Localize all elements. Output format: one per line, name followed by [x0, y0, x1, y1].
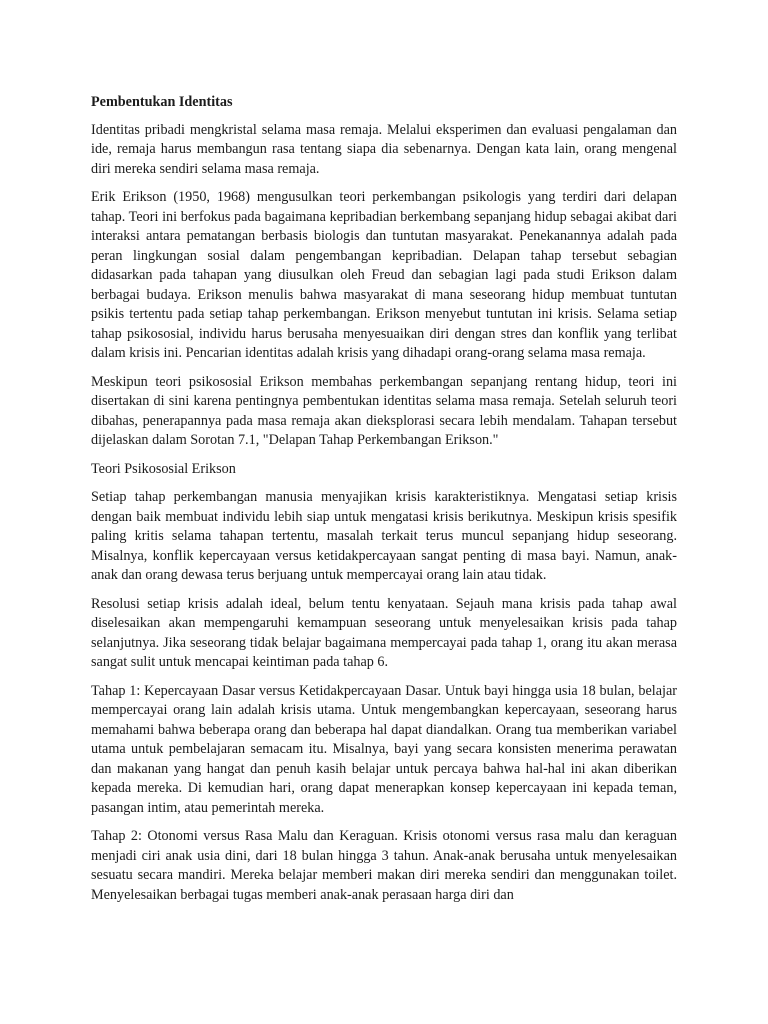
- paragraph-erikson-theory: Erik Erikson (1950, 1968) mengusulkan teori perkembangan psikologis yang terdiri dari delapan tahap. Teori ini berfokus pada bagaimana kepribadian berkembang sepanjang hidup sebagai akibat dari interaksi antara pematangan berbasis biologis dan tuntutan masyarakat. Penekanannya adalah pada peran lingkungan sosial dalam pengembangan kepribadian. Delapan tahap tersebut sebagian didasarkan pada tahapan yang diusulkan oleh Freud dan sebagian lagi pada studi Erikson dalam berbagai budaya. Erikson menulis bahwa masyarakat di mana seseorang hidup membuat tuntutan psikis tertentu pada setiap tahap perkembangan. Erikson menyebut tuntutan ini krisis. Selama setiap tahap psikososial, individu harus berusaha menyesuaikan diri dengan stres dan konflik yang terlibat dalam krisis ini. Pencarian identitas adalah krisis yang dihadapi orang-orang selama masa remaja.: [91, 189, 677, 361]
- paragraph-identity-intro: Identitas pribadi mengkristal selama masa remaja. Melalui eksperimen dan evaluasi pengalaman dan ide, remaja harus membangun rasa tentang siapa dia sebenarnya. Dengan kata lain, orang mengenal diri mereka sendiri selama masa remaja.: [91, 121, 677, 177]
- paragraph-crisis-stages: Setiap tahap perkembangan manusia menyajikan krisis karakteristiknya. Mengatasi setiap krisis dengan baik membuat individu lebih siap untuk mengatasi krisis berikutnya. Meskipun krisis spesifik paling kritis selama tahapan tertentu, masalah terkait terus muncul sepanjang hidup seseorang. Misalnya, konflik kepercayaan versus ketidakpercayaan sangat penting di masa bayi. Namun, anak-anak dan orang dewasa terus berjuang untuk mempercayai orang lain atau tidak.: [91, 489, 677, 583]
- paragraph-stage-1: Tahap 1: Kepercayaan Dasar versus Ketidakpercayaan Dasar. Untuk bayi hingga usia 18 bulan, belajar mempercayai orang lain adalah krisis utama. Untuk mengembangkan kepercayaan, seseorang harus memahami bahwa beberapa orang dan beberapa hal dapat diandalkan. Orang tua memberikan variabel utama untuk pembelajaran semacam itu. Misalnya, bayi yang secara konsisten menerima perawatan dan makanan yang hangat dan penuh kasih belajar untuk percaya bahwa hal-hal ini akan diberikan kepada mereka. Di kemudian hari, orang dapat menerapkan konsep kepercayaan ini kepada teman, pasangan intim, atau pemerintah mereka.: [91, 682, 677, 816]
- document-title: Pembentukan Identitas: [91, 94, 233, 110]
- section-title: Teori Psikososial Erikson: [91, 460, 236, 477]
- document-page: [91, 93, 677, 914]
- paragraph-stage-2: Tahap 2: Otonomi versus Rasa Malu dan Keraguan. Krisis otonomi versus rasa malu dan keraguan menjadi ciri anak usia dini, dari 18 bulan hingga 3 tahun. Anak-anak berusaha untuk menyelesaikan sesuatu secara mandiri. Mereka belajar memberi makan diri mereka sendiri dan menggunakan toilet. Menyelesaikan berbagai tugas memberi anak-anak perasaan harga diri dan: [91, 828, 677, 903]
- paragraph-crisis-resolution: Resolusi setiap krisis adalah ideal, belum tentu kenyataan. Sejauh mana krisis pada tahap awal diselesaikan akan mempengaruhi kemampuan seseorang untuk menyelesaikan krisis pada tahap selanjutnya. Jika seseorang tidak belajar bagaimana mempercayai pada tahap 1, orang itu akan merasa sangat sulit untuk mencapai keintiman pada tahap 6.: [91, 595, 677, 670]
- paragraph-lifespan: Meskipun teori psikososial Erikson membahas perkembangan sepanjang rentang hidup, teori ini disertakan di sini karena pentingnya pembentukan identitas selama masa remaja. Setelah seluruh teori dibahas, penerapannya pada masa remaja akan dieksplorasi secara lebih mendalam. Tahapan tersebut dijelaskan dalam Sorotan 7.1, "Delapan Tahap Perkembangan Erikson.": [91, 373, 677, 448]
